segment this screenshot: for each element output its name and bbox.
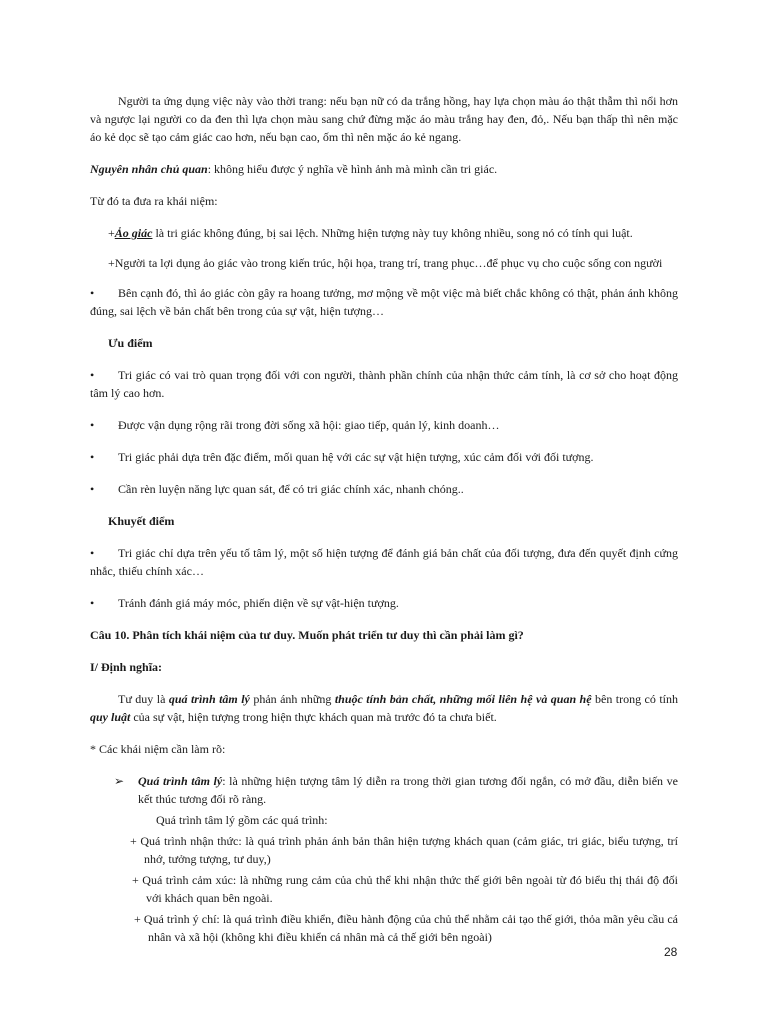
psych-process-text: : là những hiện tượng tâm lý diễn ra trong thời gian tương đối ngắn, có mở đầu, diễn biến ve kết thúc tương đối rõ ràng. bbox=[138, 774, 678, 806]
list-item-text: + Quá trình nhận thức: là quá trình phản ánh bản thân hiện tượng khách quan (cảm giác, tri giác, biểu tượng, trí nhớ, tưởng tượng, tư duy,) bbox=[130, 834, 678, 866]
psych-process-includes: Quá trình tâm lý gồm các quá trình: bbox=[156, 813, 328, 827]
list-item bbox=[90, 366, 678, 402]
paragraph-thinking-def bbox=[90, 690, 678, 726]
paragraph-subjective-cause bbox=[90, 160, 678, 178]
illusion-def-text: là tri giác không đúng, bị sai lệch. Những hiện tượng này tuy không nhiều, song nó có tính qui luật. bbox=[152, 226, 633, 240]
bullet-dot: • bbox=[90, 368, 95, 382]
list-item-text: Cần rèn luyện năng lực quan sát, để có tri giác chính xác, nhanh chóng.. bbox=[118, 482, 464, 496]
list-item bbox=[90, 544, 678, 580]
def-text: phản ánh những bbox=[249, 692, 335, 706]
list-item bbox=[90, 416, 678, 434]
bullet-dot: • bbox=[90, 596, 95, 610]
illusion-term: Ảo giác bbox=[114, 226, 153, 240]
bullet-dot: • bbox=[90, 450, 95, 464]
paragraph-fashion: Người ta ứng dụng việc này vào thời trang: nếu bạn nữ có da trắng hồng, hay lựa chọn màu áo thật thẫm thì nổi hơn và ngược lại người co da đen thì lựa chọn màu sang chứ đừng mặc áo màu trắng hay đen, đỏ,. Nếu bạn thấp thì nên mặc áo kẻ dọc sẽ tạo cảm giác cao hơn, nếu bạn cao, ốm thì nên mặc áo kẻ ngang. bbox=[90, 94, 678, 144]
subjective-cause-label: Nguyên nhân chủ quan bbox=[90, 162, 208, 176]
bullet-text: Bên cạnh đó, thì ảo giác còn gây ra hoang tưởng, mơ mộng về một việc mà biết chắc không có thật, phản ánh không đúng, sai lệch về bản chất bên trong của sự vật, hiện tượng… bbox=[90, 286, 678, 318]
paragraph-concept-intro: Từ đó ta đưa ra khái niệm: bbox=[90, 194, 218, 208]
def-term: những mối liên hệ và quan hệ bbox=[439, 692, 592, 706]
list-item-text: Tri giác chỉ dựa trên yếu tố tâm lý, một số hiện tượng để đánh giá bản chất của đối tượng, đưa đến quyết định cứng nhắc, thiếu chính xác… bbox=[90, 546, 678, 578]
list-item bbox=[90, 448, 678, 466]
list-item bbox=[90, 480, 678, 498]
def-text: Tư duy là bbox=[118, 692, 169, 706]
paragraph-illusion-def bbox=[90, 224, 678, 242]
heading-disadvantages: Khuyết điểm bbox=[108, 514, 175, 528]
paragraph-illusion-use: +Người ta lợi dụng ảo giác vào trong kiến trúc, hội họa, trang trí, trang phục…để phục vụ cho cuộc sống con người bbox=[108, 256, 663, 270]
def-text: bên trong có tính bbox=[591, 692, 679, 706]
def-term: quy luật bbox=[90, 710, 131, 724]
def-text: của sự vật, hiện tượng trong hiện thực khách quan mà trước đó ta chưa biết. bbox=[130, 710, 497, 724]
list-item bbox=[90, 832, 678, 868]
question-10-heading: Câu 10. Phân tích khái niệm của tư duy. Muốn phát triển tư duy thì cần phải làm gì? bbox=[90, 628, 524, 642]
bullet-dot: • bbox=[90, 546, 95, 560]
psych-process-term: Quá trình tâm lý bbox=[138, 774, 223, 788]
concepts-intro: * Các khái niệm cần làm rõ: bbox=[90, 742, 226, 756]
def-term: quá trình tâm lý bbox=[168, 692, 250, 706]
bullet-dot: • bbox=[90, 482, 95, 496]
bullet-illusion-side bbox=[90, 284, 678, 320]
list-item-text: + Quá trình cảm xúc: là những rung cảm của chủ thể khi nhận thức thế giới bên ngoài từ đó biểu thị thái độ đối với khách quan bên ngoài. bbox=[132, 873, 678, 905]
list-item bbox=[90, 594, 678, 612]
definition-heading: I/ Định nghĩa: bbox=[90, 660, 163, 674]
list-item-text: Tránh đánh giá máy móc, phiến diện về sự vật-hiện tượng. bbox=[118, 596, 399, 610]
subjective-cause-text: : không hiểu được ý nghĩa về hình ảnh mà mình cần tri giác. bbox=[207, 162, 498, 176]
list-item-text: + Quá trình ý chí: là quá trình điều khiển, điều hành động của chủ thể nhằm cải tạo thế giới, thỏa mãn yêu cầu cá nhân và xã hội (không khi điều khiển cá nhân mà cả thế giới bên ngoài) bbox=[134, 912, 678, 944]
arrow-bullet-icon: ➢ bbox=[114, 774, 125, 788]
list-item bbox=[90, 910, 678, 946]
arrow-item-psych-process bbox=[90, 772, 678, 808]
list-item-text: Tri giác có vai trò quan trọng đối với con người, thành phần chính của nhận thức cảm tính, là cơ sở cho hoạt động tâm lý cao hơn. bbox=[90, 368, 678, 400]
list-item-text: Được vận dụng rộng rãi trong đời sống xã hội: giao tiếp, quản lý, kinh doanh… bbox=[118, 418, 500, 432]
def-term: , bbox=[433, 692, 440, 706]
plus-sign: + bbox=[108, 226, 115, 240]
bullet-dot: • bbox=[90, 418, 95, 432]
list-item bbox=[90, 871, 678, 907]
heading-advantages: Ưu điểm bbox=[108, 336, 153, 350]
def-term: thuộc tính bản chất bbox=[334, 692, 434, 706]
page-number: 28 bbox=[664, 945, 678, 959]
document-page bbox=[90, 92, 678, 946]
bullet-dot: • bbox=[90, 286, 95, 300]
list-item-text: Tri giác phải dựa trên đặc điểm, mối quan hệ với các sự vật hiện tượng, xúc cảm đối với đối tượng. bbox=[118, 450, 594, 464]
